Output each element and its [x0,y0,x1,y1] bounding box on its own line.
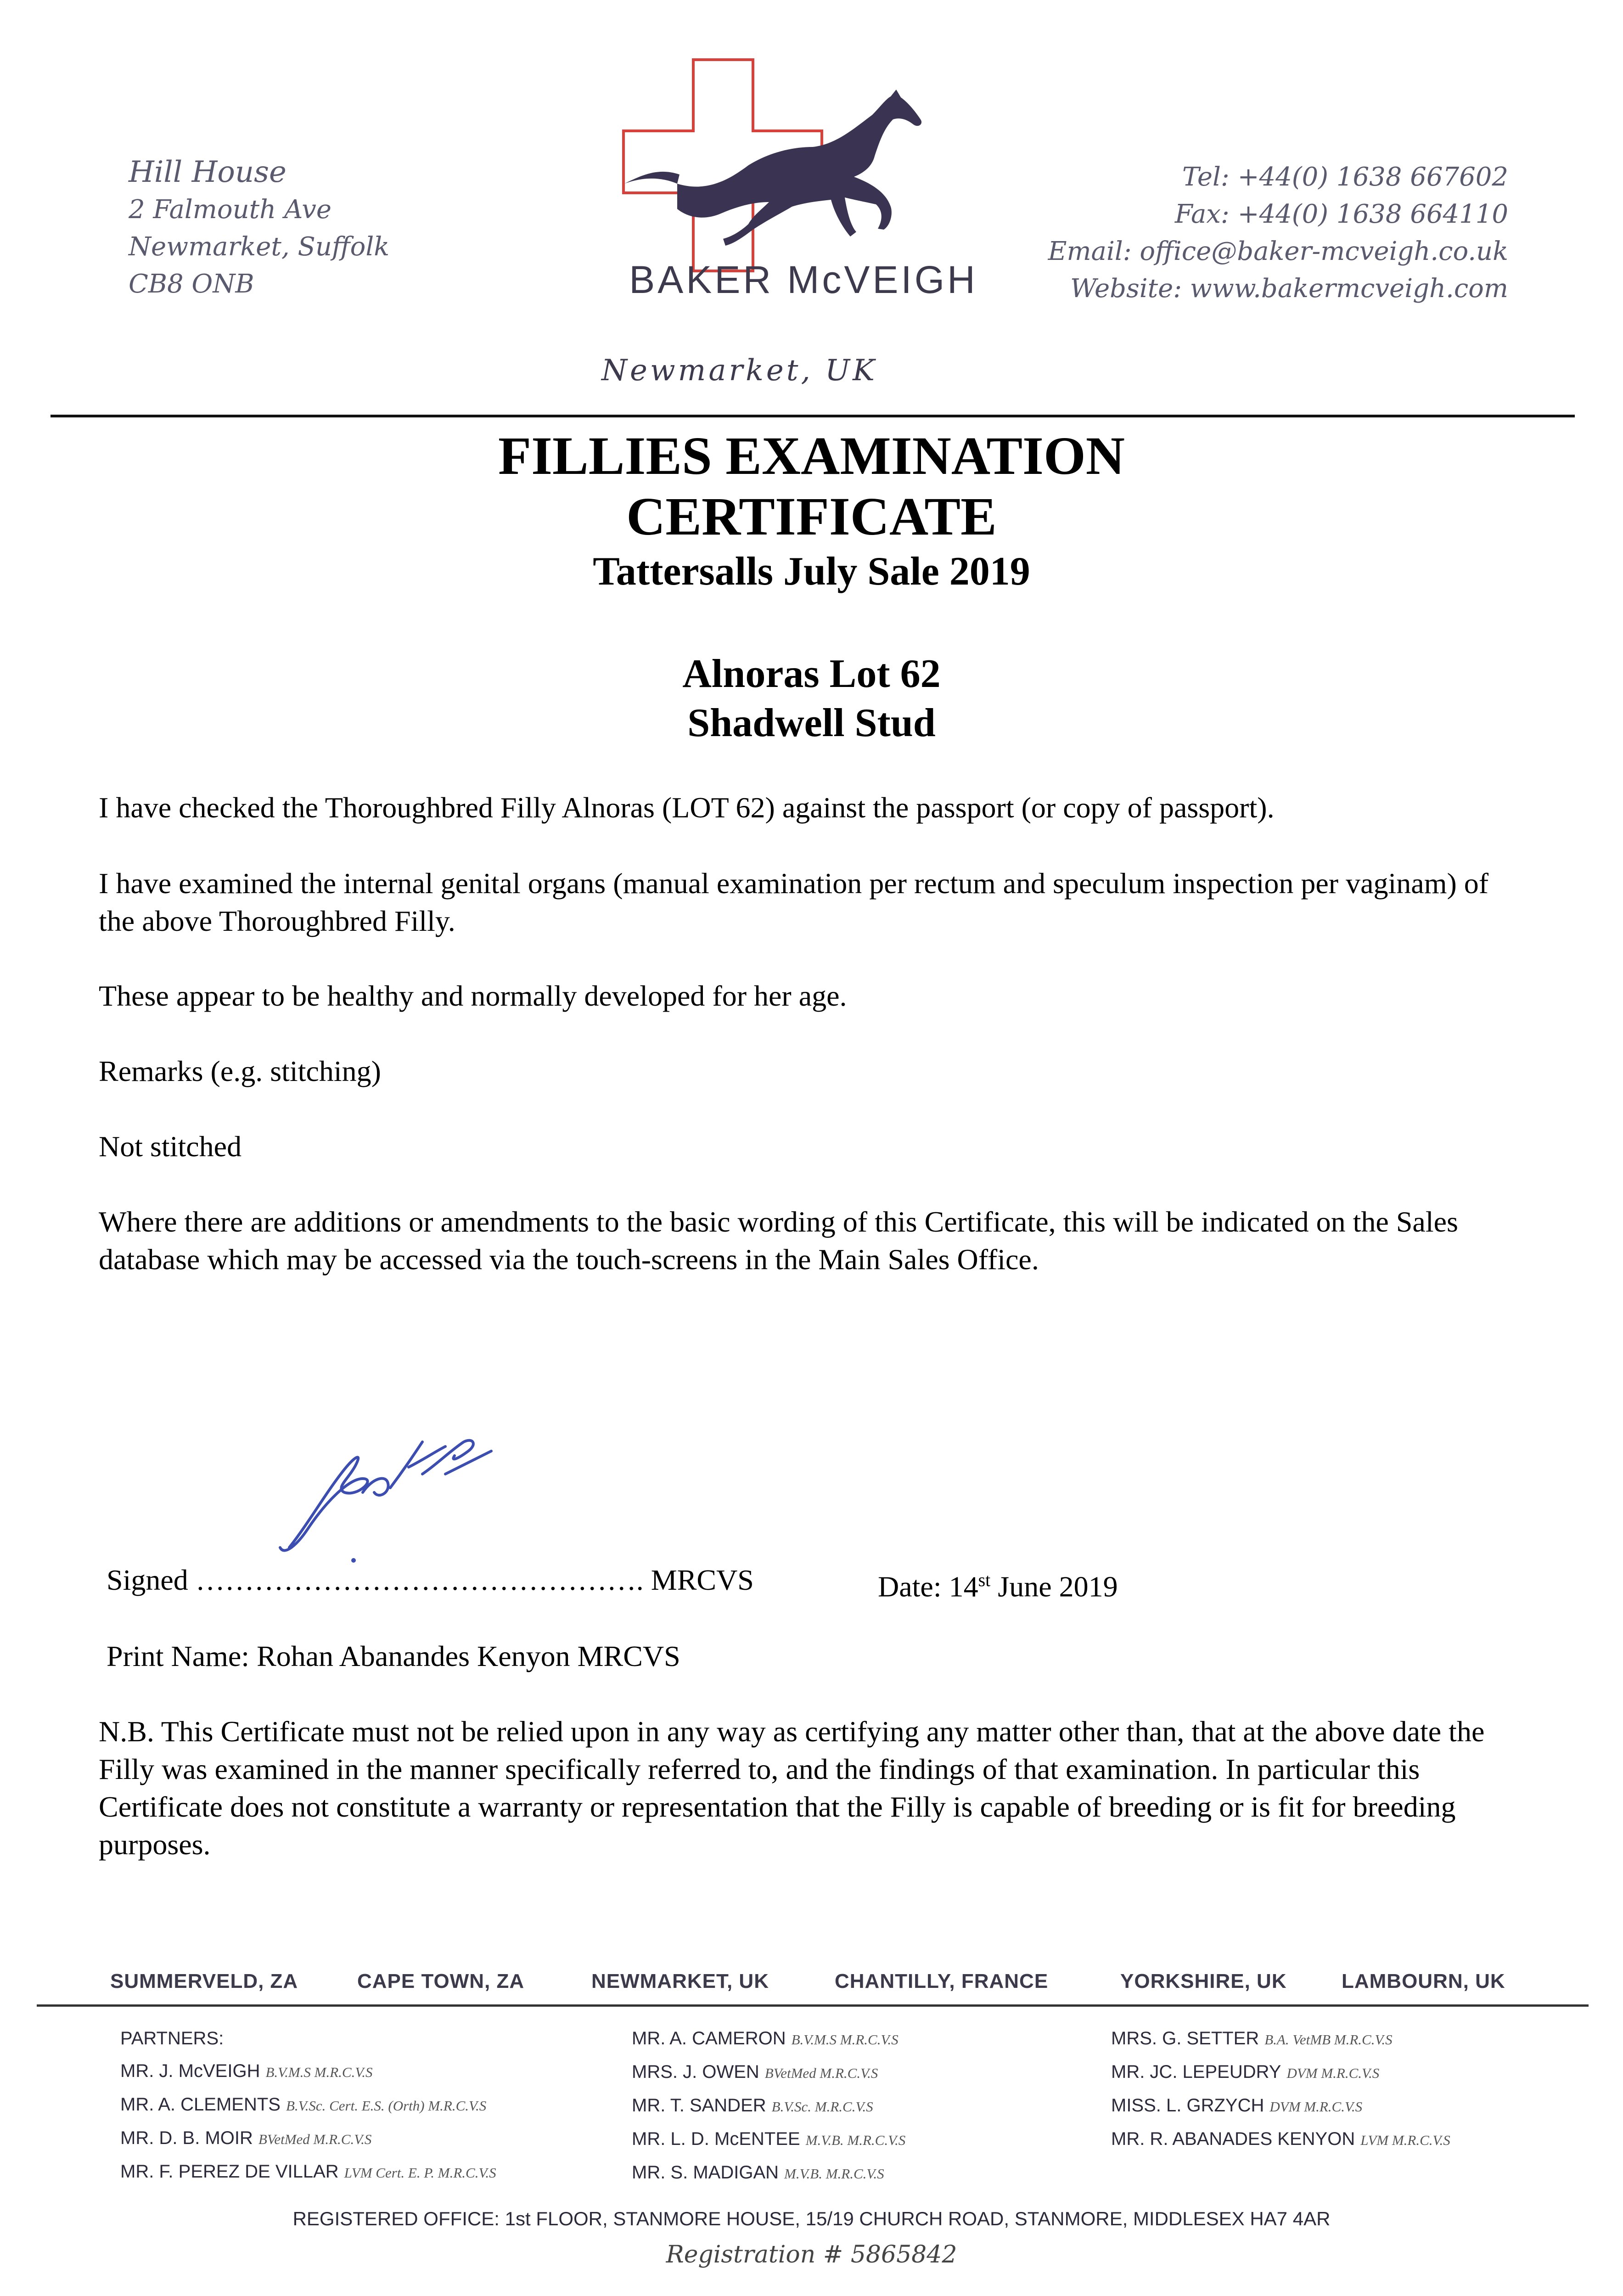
address-line: 2 Falmouth Ave [129,195,331,225]
address-line: CB8 ONB [129,269,254,299]
footer-divider [37,2004,1589,2007]
partner-entry [632,2022,905,2056]
partner-quals: B.V.M.S M.R.C.V.S [791,2032,899,2048]
partner-entry [1111,2123,1450,2156]
partner-entry [1111,2022,1450,2056]
partner-name: MRS. J. OWEN [632,2062,759,2082]
partner-name: MRS. G. SETTER [1111,2028,1259,2048]
partner-quals: B.V.Sc. M.R.C.V.S [771,2099,873,2115]
remarks-label: Remarks (e.g. stitching) [99,1055,381,1087]
horse-icon [677,90,921,246]
partner-entry [632,2156,905,2190]
print-name: Print Name: Rohan Abanandes Kenyon MRCVS [107,1640,680,1672]
signed-suffix: MRCVS [651,1564,754,1596]
partner-quals: LVM Cert. E. P. M.R.C.V.S [344,2165,496,2181]
signed-label: Signed ………………………………………. [107,1564,644,1596]
partner-name: MISS. L. GRZYCH [1111,2095,1264,2116]
contact-fax: Fax: +44(0) 1638 664110 [1174,199,1508,229]
partner-quals: B.V.Sc. Cert. E.S. (Orth) M.R.C.V.S [286,2098,487,2114]
partners-heading: PARTNERS: [120,2028,224,2048]
header-divider [51,415,1575,417]
partner-entry [120,2055,496,2088]
location-item: YORKSHIRE, UK [1120,1970,1287,1992]
partner-entry [1111,2089,1450,2123]
partners-column-2 [632,2022,905,2190]
paragraph-passport-check: I have checked the Thoroughbred Filly Alnoras (LOT 62) against the passport (or copy of passport). [99,791,1275,824]
partner-name: MR. J. McVEIGH [120,2061,260,2081]
partner-entry [632,2089,905,2123]
date-suffix: st [978,1570,991,1590]
letterhead-address [129,154,389,303]
partners-column-3 [1111,2022,1450,2156]
address-line: Hill House [129,155,286,189]
partner-entry [120,2122,496,2155]
partner-entry [1111,2056,1450,2089]
partner-quals: M.V.B. M.R.C.V.S [784,2166,884,2182]
partner-quals: B.V.M.S M.R.C.V.S [265,2064,373,2080]
paragraph-amendments: Where there are additions or amendments to the basic wording of this Certificate, this will be indicated on the Sales database which may be accessed via the touch-screens in the Main Sales Office. [99,1205,1458,1276]
location-item: NEWMARKET, UK [591,1970,769,1992]
partner-quals: BVetMed M.R.C.V.S [258,2131,372,2147]
vendor-name: Shadwell Stud [687,701,936,745]
partner-quals: DVM M.R.C.V.S [1286,2065,1380,2081]
partner-quals: M.V.B. M.R.C.V.S [805,2132,906,2148]
location-item: LAMBOURN, UK [1342,1970,1505,1992]
partner-name: MR. JC. LEPEUDRY [1111,2062,1281,2082]
location-item: SUMMERVELD, ZA [110,1970,298,1992]
horse-tail-icon [624,172,680,184]
brand-name: BAKER McVEIGH [629,258,978,301]
partner-name: MR. S. MADIGAN [632,2162,779,2183]
date-rest: June 2019 [990,1570,1118,1603]
page-title: FILLIES EXAMINATION [498,426,1125,486]
partner-entry [120,2088,496,2122]
contact-email: Email: office@baker-mcveigh.co.uk [1048,236,1508,266]
partner-quals: BVetMed M.R.C.V.S [764,2065,878,2081]
lot-name: Alnoras Lot 62 [682,652,941,696]
partner-name: MR. R. ABANADES KENYON [1111,2129,1355,2149]
partner-quals: DVM M.R.C.V.S [1269,2099,1363,2115]
brand-location: Newmarket, UK [601,354,877,388]
partners-column-1 [120,2022,496,2189]
partner-name: MR. A. CAMERON [632,2028,786,2048]
location-item: CHANTILLY, FRANCE [835,1970,1049,1992]
letterhead-contact [1048,158,1508,307]
partner-name: MR. A. CLEMENTS [120,2094,281,2115]
remarks-value: Not stitched [99,1130,242,1163]
page-title-line2: CERTIFICATE [626,486,997,546]
logo-emblem [615,55,992,303]
partner-quals: LVM M.R.C.V.S [1360,2132,1450,2148]
nb-disclaimer: N.B. This Certificate must not be relied upon in any way as certifying any matter other than, that at the above date the Filly was examined in the manner specifically referred to, and the findings of that examination. In particular this Certificate does not constitute a warranty or representation that the Filly is capable of breeding or is fit for breeding purposes. [99,1715,1485,1861]
contact-website: Website: www.bakermcveigh.com [1070,274,1508,304]
registered-office: REGISTERED OFFICE: 1st FLOOR, STANMORE HOUSE, 15/19 CHURCH ROAD, STANMORE, MIDDLESEX HA7 4AR [292,2208,1331,2229]
registration-number: Registration # 5865842 [666,2241,957,2268]
sale-name: Tattersalls July Sale 2019 [593,549,1030,594]
location-item: CAPE TOWN, ZA [357,1970,525,1992]
partner-name: MR. F. PEREZ DE VILLAR [120,2161,339,2182]
partner-entry [120,2155,496,2189]
signature-image [271,1424,500,1570]
partner-quals: B.A. VetMB M.R.C.V.S [1264,2032,1393,2048]
signed-line [107,1561,754,1599]
partner-entry [632,2056,905,2089]
partner-name: MR. L. D. McENTEE [632,2129,800,2149]
address-line: Newmarket, Suffolk [129,232,390,262]
date-line [878,1561,1118,1605]
paragraph-health: These appear to be healthy and normally developed for her age. [99,979,847,1012]
partner-entry [632,2123,905,2156]
partner-name: MR. T. SANDER [632,2095,766,2116]
contact-tel: Tel: +44(0) 1638 667602 [1182,162,1508,192]
paragraph-examination: I have examined the internal genital organs (manual examination per rectum and speculum inspection per vaginam) of the above Thoroughbred Filly. [99,867,1489,937]
date-label: Date: 14 [878,1570,978,1603]
partner-name: MR. D. B. MOIR [120,2128,253,2148]
